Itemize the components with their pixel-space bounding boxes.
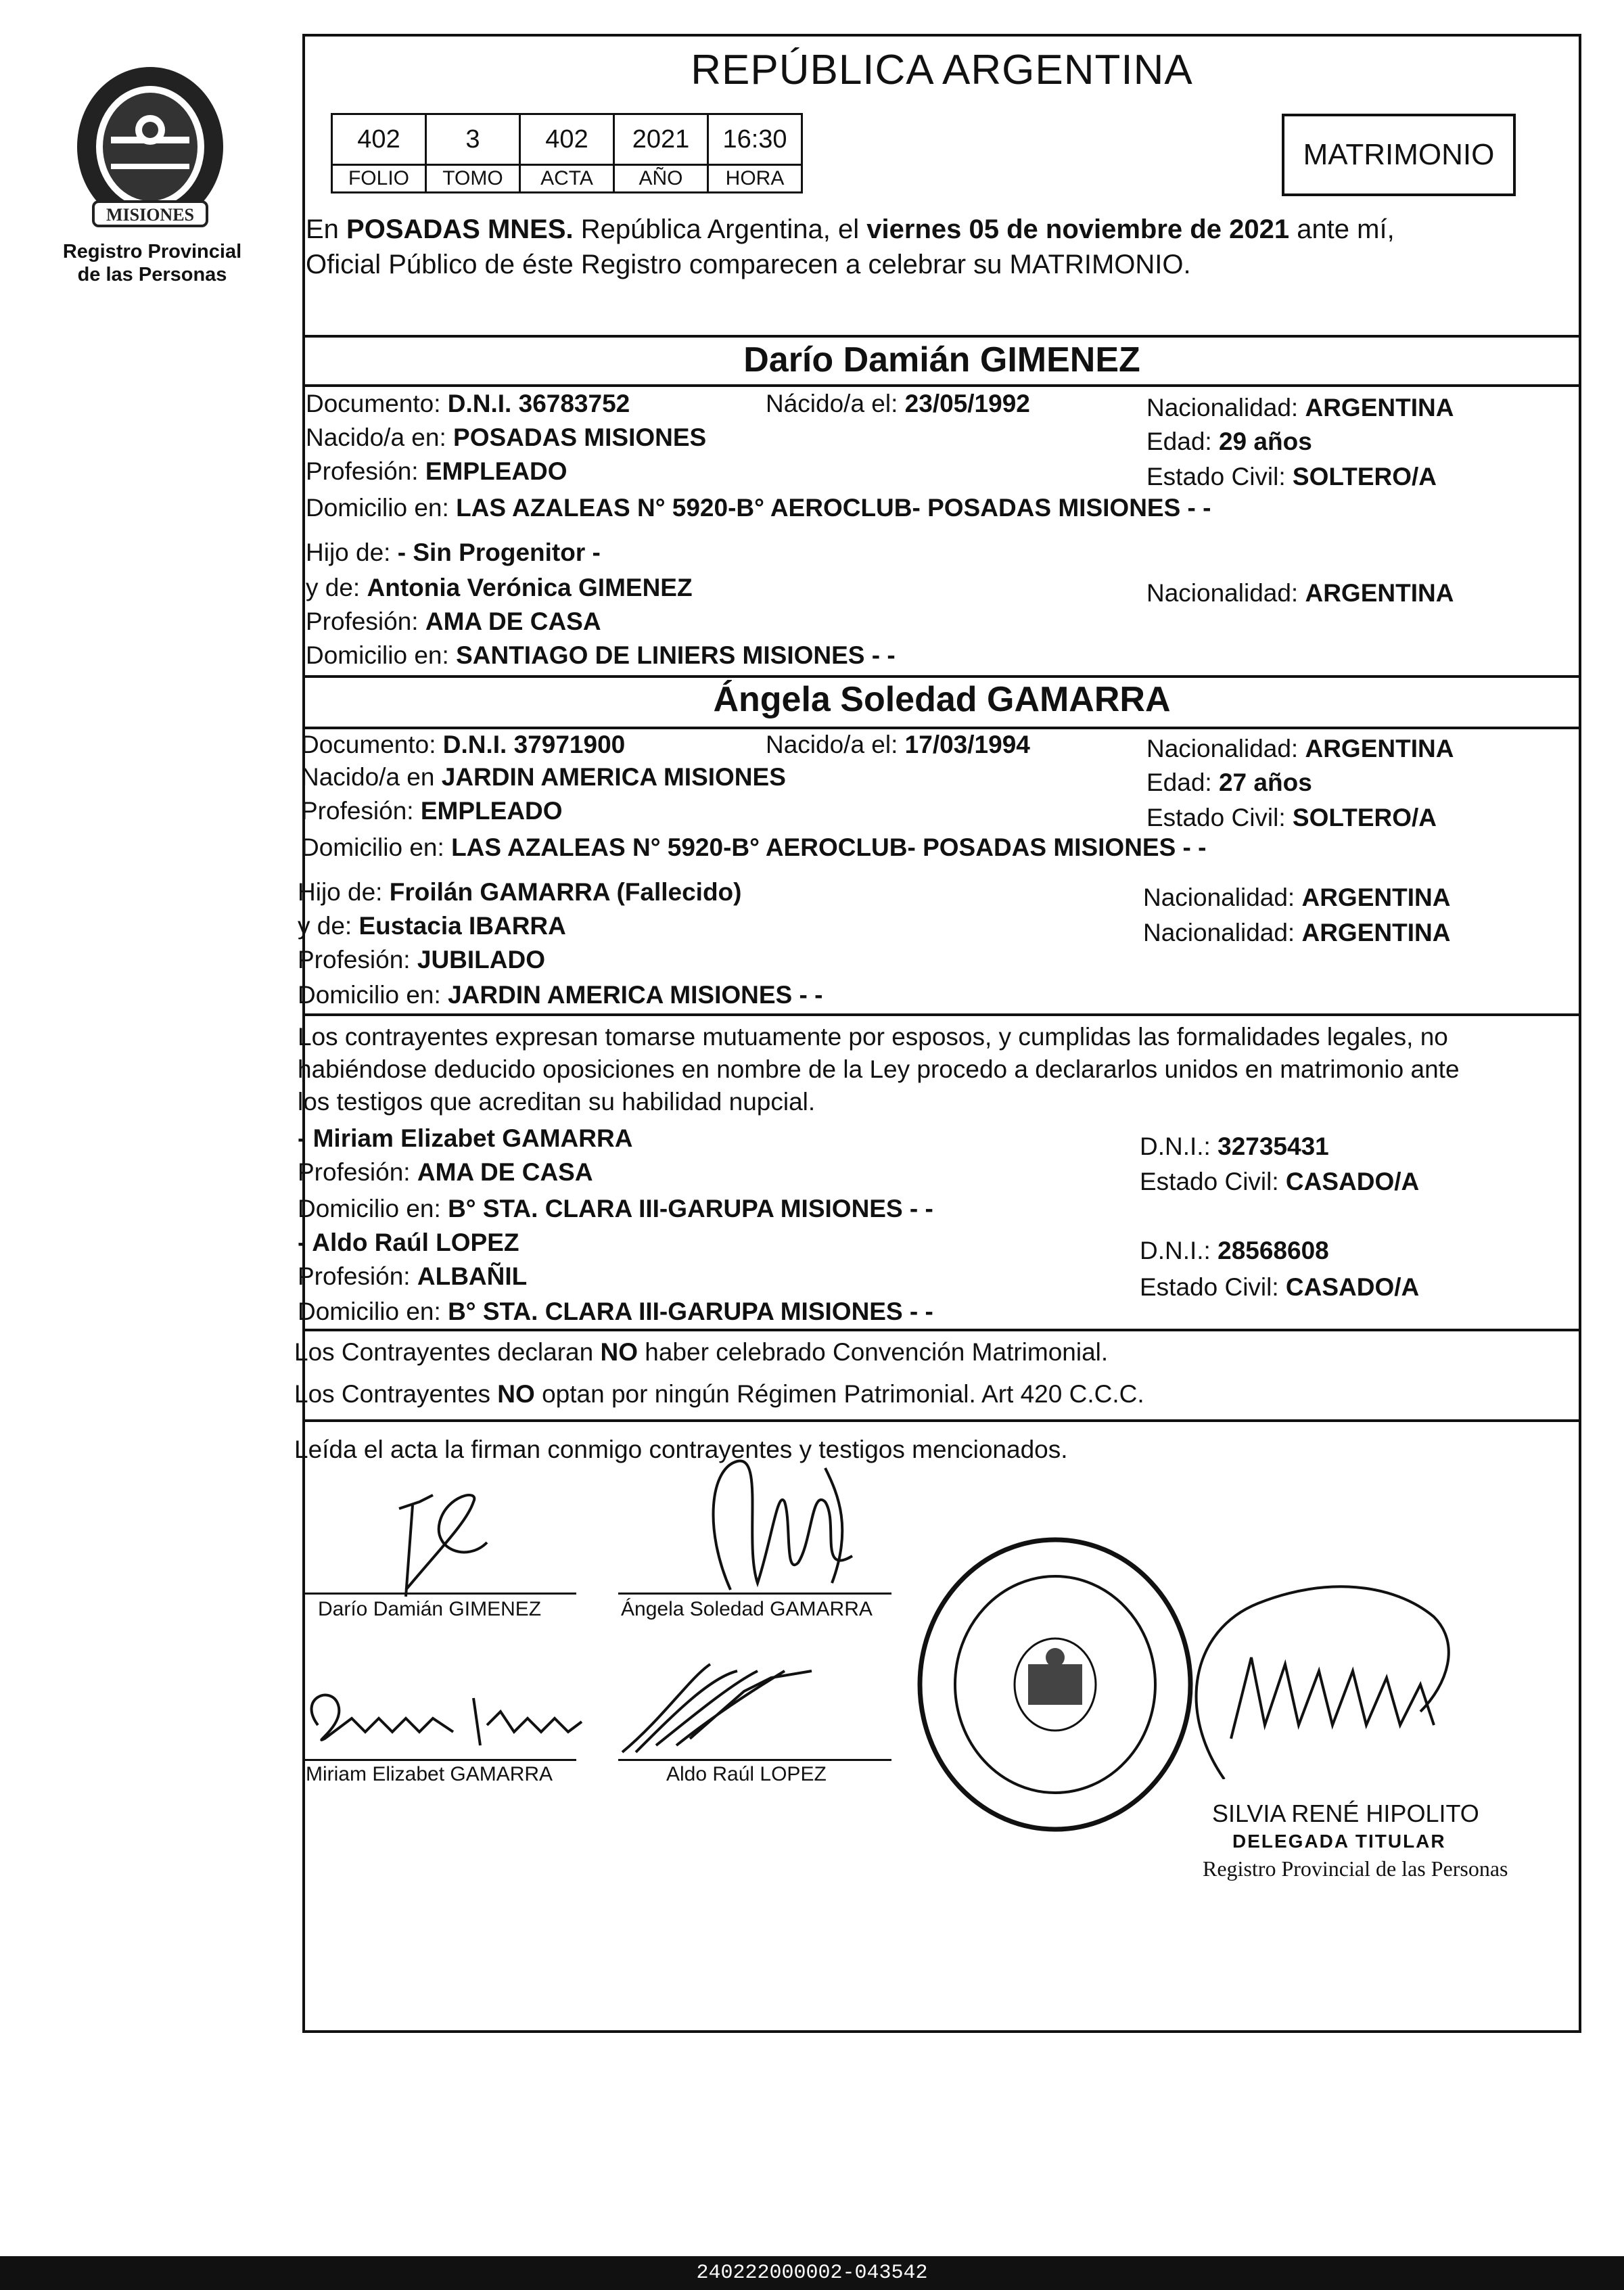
testigo-1-domicilio: Domicilio en: B° STA. CLARA III-GARUPA MISIONES - - bbox=[298, 1195, 933, 1222]
page-title: REPÚBLICA ARGENTINA bbox=[691, 47, 1193, 93]
oficial-reparticion: Registro Provincial de las Personas bbox=[1203, 1856, 1508, 1881]
oficial-cargo: DELEGADA TITULAR bbox=[1232, 1831, 1446, 1852]
c1-madre-domicilio: Domicilio en: SANTIAGO DE LINIERS MISIONES - - bbox=[306, 641, 896, 669]
testigo-2-estado-civil: Estado Civil: CASADO/A bbox=[1140, 1273, 1420, 1301]
divider bbox=[302, 727, 1581, 729]
divider bbox=[302, 1329, 1581, 1331]
c1-edad: Edad: 29 años bbox=[1146, 428, 1312, 455]
testigo-1-profesion: Profesión: AMA DE CASA bbox=[298, 1158, 593, 1186]
intro-fecha: viernes 05 de noviembre de 2021 bbox=[866, 214, 1290, 244]
c2-padre: Hijo de: Froilán GAMARRA (Fallecido) bbox=[298, 878, 742, 906]
signature-line bbox=[618, 1759, 891, 1761]
contrayente-1-name: Darío Damián GIMENEZ bbox=[743, 340, 1140, 380]
testigo-2-domicilio: Domicilio en: B° STA. CLARA III-GARUPA MISIONES - - bbox=[298, 1298, 933, 1325]
c2-madre-nacionalidad: Nacionalidad: ARGENTINA bbox=[1143, 919, 1451, 946]
c2-edad: Edad: 27 años bbox=[1146, 769, 1312, 796]
firma-contrayente-1 bbox=[338, 1482, 514, 1610]
convencion-line: Los Contrayentes declaran NO haber celebrado Convención Matrimonial. bbox=[294, 1338, 1109, 1366]
c2-domicilio: Domicilio en: LAS AZALEAS N° 5920-B° AEROCLUB- POSADAS MISIONES - - bbox=[301, 833, 1207, 861]
divider bbox=[302, 1013, 1581, 1016]
tipo-acta-box: MATRIMONIO bbox=[1282, 114, 1516, 196]
intro-line-2: Oficial Público de éste Registro comparecen a celebrar su MATRIMONIO. bbox=[306, 250, 1191, 279]
intro-line-1: En POSADAS MNES. República Argentina, el viernes 05 de noviembre de 2021 ante mí, bbox=[306, 214, 1395, 244]
c1-madre-profesion: Profesión: AMA DE CASA bbox=[306, 608, 601, 635]
caption-line-2: de las Personas bbox=[77, 264, 227, 285]
regimen-line: Los Contrayentes NO optan por ningún Régimen Patrimonial. Art 420 C.C.C. bbox=[294, 1380, 1144, 1408]
c1-domicilio: Domicilio en: LAS AZALEAS N° 5920-B° AEROCLUB- POSADAS MISIONES - - bbox=[306, 494, 1211, 522]
testigo-2-nombre: - Aldo Raúl LOPEZ bbox=[298, 1229, 519, 1256]
divider bbox=[302, 675, 1581, 678]
c2-padres-profesion: Profesión: JUBILADO bbox=[298, 946, 545, 974]
firma-testigo-1 bbox=[298, 1685, 595, 1759]
divider bbox=[302, 335, 1581, 338]
firma-1-label: Darío Damián GIMENEZ bbox=[318, 1598, 542, 1620]
registro-table bbox=[331, 113, 803, 193]
declaracion-line-3: los testigos que acreditan su habilidad nupcial. bbox=[298, 1088, 816, 1116]
firma-contrayente-2 bbox=[690, 1448, 873, 1610]
c1-profesion: Profesión: EMPLEADO bbox=[306, 457, 567, 485]
signature-line bbox=[618, 1593, 891, 1595]
intro-lugar: POSADAS MNES. bbox=[346, 214, 574, 244]
c2-profesion: Profesión: EMPLEADO bbox=[301, 797, 563, 825]
caption-line-1: Registro Provincial bbox=[62, 241, 242, 262]
c1-madre: y de: Antonia Verónica GIMENEZ bbox=[306, 574, 693, 601]
firma-testigo-2 bbox=[609, 1651, 839, 1766]
folio-label: FOLIO bbox=[332, 165, 426, 193]
tomo-label: TOMO bbox=[426, 165, 520, 193]
firma-4-label: Aldo Raúl LOPEZ bbox=[666, 1763, 827, 1785]
c2-madre: y de: Eustacia IBARRA bbox=[298, 912, 566, 940]
hora-label: HORA bbox=[708, 165, 802, 193]
c2-documento: Documento: D.N.I. 37971900 bbox=[301, 731, 626, 758]
contrayente-2-name: Ángela Soledad GAMARRA bbox=[713, 680, 1171, 719]
c1-estado-civil: Estado Civil: SOLTERO/A bbox=[1146, 463, 1437, 490]
document-code: 240222000002-043542 bbox=[0, 2256, 1624, 2290]
c2-padre-nacionalidad: Nacionalidad: ARGENTINA bbox=[1143, 884, 1451, 911]
signature-line bbox=[303, 1593, 576, 1595]
c1-nacido-el: Nácido/a el: 23/05/1992 bbox=[766, 390, 1030, 417]
provincia-misiones-emblem bbox=[70, 62, 230, 238]
testigo-2-profesion: Profesión: ALBAÑIL bbox=[298, 1262, 528, 1290]
c2-padres-domicilio: Domicilio en: JARDIN AMERICA MISIONES - - bbox=[298, 981, 823, 1009]
signature-line bbox=[303, 1759, 576, 1761]
acta-value: 402 bbox=[520, 114, 614, 165]
c1-nacido-en: Nacido/a en: POSADAS MISIONES bbox=[306, 423, 707, 451]
acta-label: ACTA bbox=[520, 165, 614, 193]
declaracion-line-2: habiéndose deducido oposiciones en nombre de la Ley procedo a declararlos unidos en matrimonio ante bbox=[298, 1055, 1460, 1083]
firma-oficial bbox=[1150, 1576, 1502, 1779]
c2-nacionalidad: Nacionalidad: ARGENTINA bbox=[1146, 735, 1454, 762]
svg-text:MISIONES: MISIONES bbox=[106, 205, 195, 225]
c1-madre-nacionalidad: Nacionalidad: ARGENTINA bbox=[1146, 579, 1454, 607]
cierre-text: Leída el acta la firman conmigo contrayentes y testigos mencionados. bbox=[294, 1436, 1068, 1463]
testigo-1-estado-civil: Estado Civil: CASADO/A bbox=[1140, 1168, 1420, 1195]
divider bbox=[302, 1419, 1581, 1422]
testigo-1-dni: D.N.I.: 32735431 bbox=[1140, 1132, 1329, 1160]
testigo-1-nombre: - Miriam Elizabet GAMARRA bbox=[298, 1124, 633, 1152]
c1-padre: Hijo de: - Sin Progenitor - bbox=[306, 539, 601, 566]
firma-2-label: Ángela Soledad GAMARRA bbox=[621, 1598, 873, 1620]
registro-provincial-caption bbox=[47, 240, 257, 286]
oficial-nombre: SILVIA RENÉ HIPOLITO bbox=[1212, 1800, 1479, 1827]
c2-nacido-el: Nacido/a el: 17/03/1994 bbox=[766, 731, 1030, 758]
anio-value: 2021 bbox=[614, 114, 708, 165]
folio-value: 402 bbox=[332, 114, 426, 165]
anio-label: AÑO bbox=[614, 165, 708, 193]
divider bbox=[302, 384, 1581, 387]
tomo-value: 3 bbox=[426, 114, 520, 165]
testigo-2-dni: D.N.I.: 28568608 bbox=[1140, 1237, 1329, 1264]
c2-estado-civil: Estado Civil: SOLTERO/A bbox=[1146, 804, 1437, 831]
firma-3-label: Miriam Elizabet GAMARRA bbox=[306, 1763, 553, 1785]
c1-documento: Documento: D.N.I. 36783752 bbox=[306, 390, 630, 417]
declaracion-line-1: Los contrayentes expresan tomarse mutuamente por esposos, y cumplidas las formalidades legales, no bbox=[298, 1023, 1448, 1051]
hora-value: 16:30 bbox=[708, 114, 802, 165]
c1-nacionalidad: Nacionalidad: ARGENTINA bbox=[1146, 394, 1454, 421]
c2-nacido-en: Nacido/a en JARDIN AMERICA MISIONES bbox=[301, 763, 786, 791]
